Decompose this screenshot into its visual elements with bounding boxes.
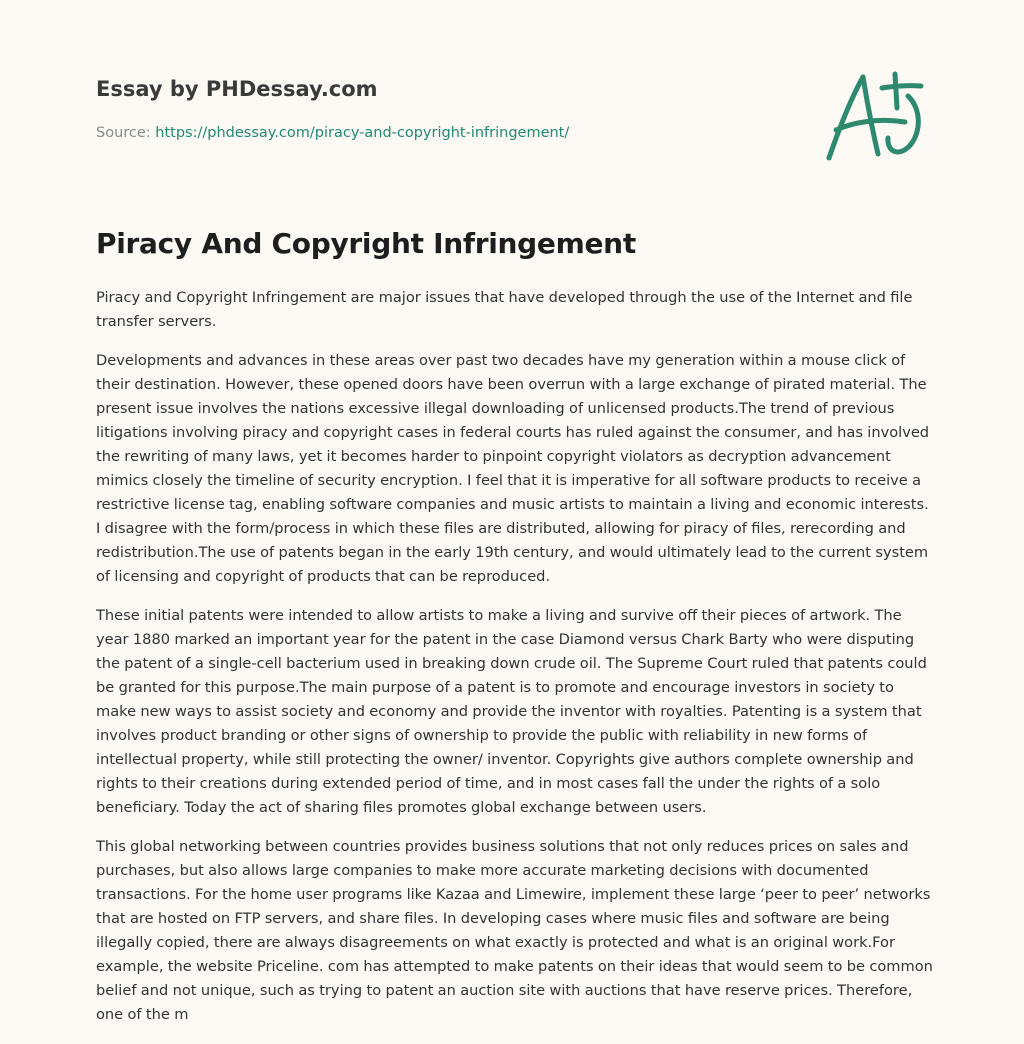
essay-body	[96, 224, 936, 1042]
brand-title: Essay by PHDessay.com	[96, 77, 378, 101]
essay-paragraph: Developments and advances in these areas over past two decades have my generation within a mouse click of their destination. However, these opened doors have been overrun with a large exchange of pirated material. The present issue involves the nations excessive illegal downloading of unlicensed products.The trend of previous litigations involving piracy and copyright cases in federal courts has ruled against the consumer, and has involved the rewriting of many laws, yet it becomes harder to pinpoint copyright violators as decryption advancement mimics closely the timeline of security encryption. I feel that it is imperative for all software products to receive a restrictive license tag, enabling software companies and music artists to maintain a living and economic interests. I disagree with the form/process in which these files are distributed, allowing for piracy of files, rerecording and redistribution.The use of patents began in the early 19th century, and would ultimately lead to the current system of licensing and copyright of products that can be reproduced.	[96, 352, 930, 585]
source-label: Source:	[96, 125, 151, 141]
source-link[interactable]: https://phdessay.com/piracy-and-copyright-infringement/	[155, 125, 570, 141]
a-plus-grade-icon	[822, 68, 932, 168]
source-line	[96, 123, 796, 143]
essay-paragraph: This global networking between countries provides business solutions that not only reduces prices on sales and purchases, but also allows large companies to make more accurate marketing decisions with documented transactions. For the home user programs like Kazaa and Limewire, implement these large ‘peer to peer’ networks that are hosted on FTP servers, and share files. In developing cases where music files and software are being illegally copied, there are always disagreements on what exactly is protected and what is an original work.For example, the website Priceline. com has attempted to make patents on their ideas that would seem to be common belief and not unique, such as trying to patent an auction site with auctions that have reserve prices. Therefore, one of the m	[96, 838, 933, 1023]
essay-paragraph: These initial patents were intended to allow artists to make a living and survive off their pieces of artwork. The year 1880 marked an important year for the patent in the case Diamond versus Chark Barty who were disputing the patent of a single-cell bacterium used in breaking down crude oil. The Supreme Court ruled that patents could be granted for this purpose.The main purpose of a patent is to promote and encourage investors in society to make new ways to assist society and economy and provide the inventor with royalties. Patenting is a system that involves product branding or other signs of ownership to provide the public with reliability in new forms of intellectual property, while still protecting the owner/ inventor. Copyrights give authors complete ownership and rights to their creations during extended period of time, and in most cases fall the under the rights of a solo beneficiary. Today the act of sharing files promotes global exchange between users.	[96, 607, 927, 816]
page-header	[96, 74, 796, 143]
essay-title: Piracy And Copyright Infringement	[96, 227, 636, 260]
essay-paragraph: Piracy and Copyright Infringement are major issues that have developed through the use of the Internet and file transfer servers.	[96, 289, 913, 330]
